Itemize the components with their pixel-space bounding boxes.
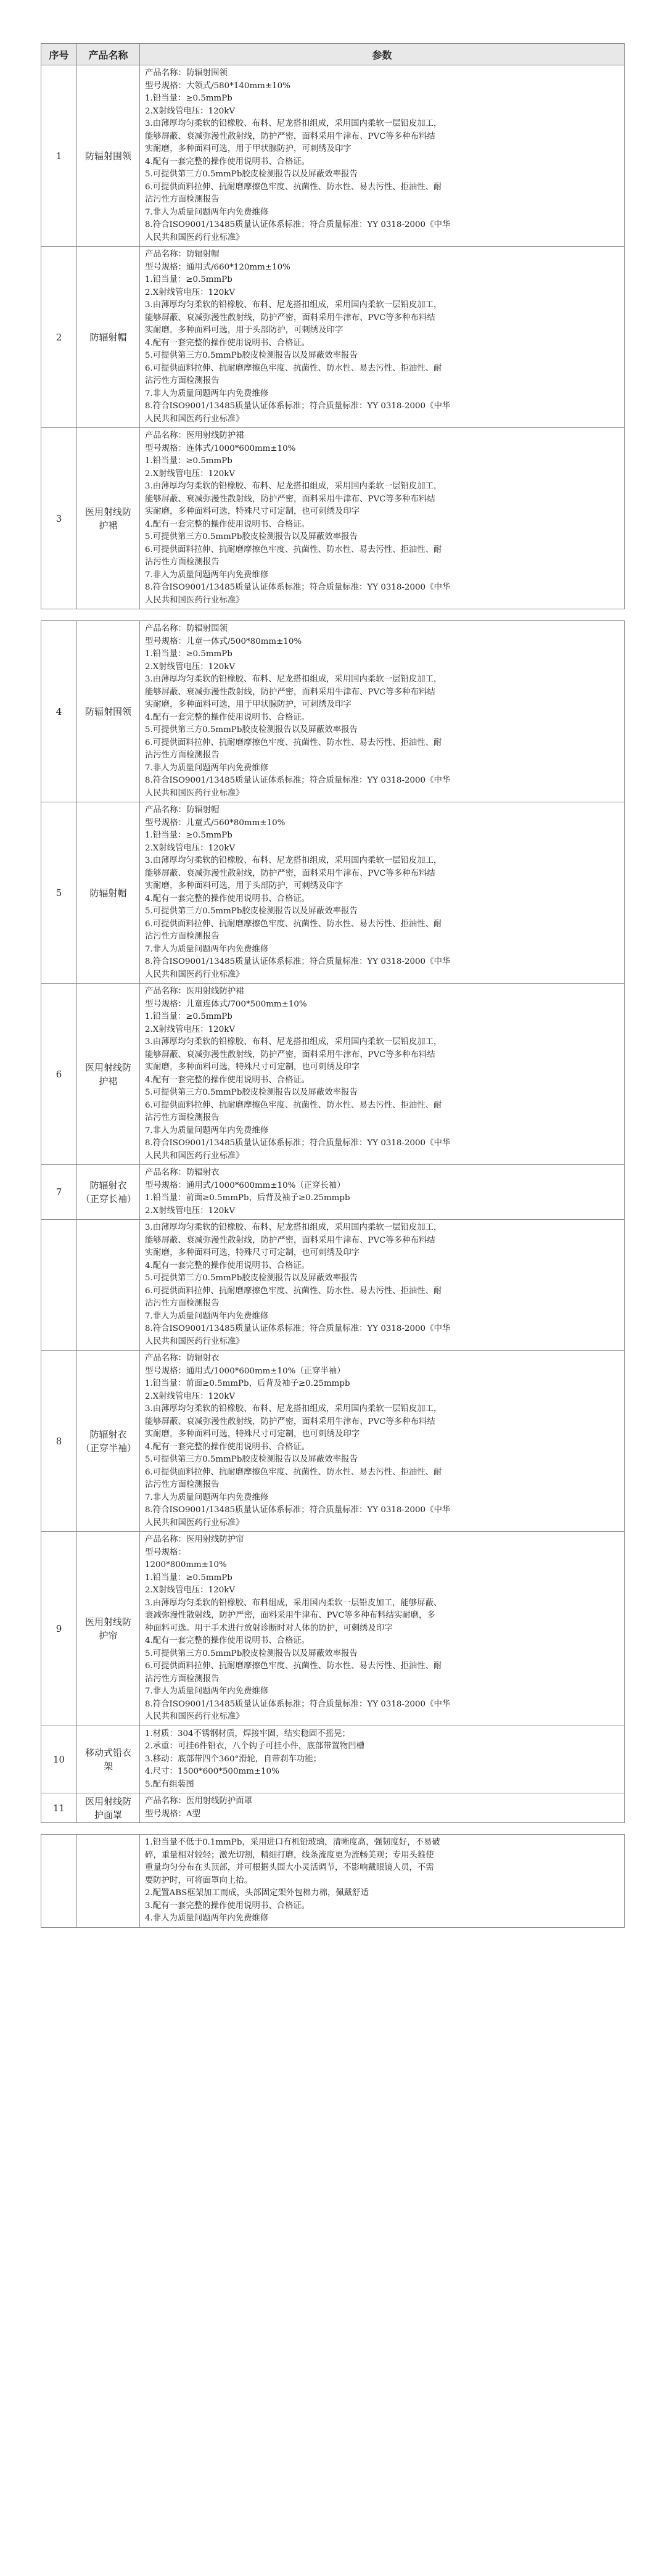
parameter-line: 7.非人为质量问题两年内免费维修: [145, 1687, 269, 1696]
row-number: 4: [41, 621, 77, 802]
parameter-line: 能够屏蔽、衰减弥漫性散射线，防护严密，面料采用牛津布、PVC等多种布料结: [145, 494, 435, 504]
section-gap-cell: [41, 609, 625, 621]
parameter-line: 8.符合ISO9001/13485质量认证体系标准；符合质量标准：YY 0318-2000《中华: [145, 583, 451, 592]
parameter-line: 5.可提供第三方0.5mmPb胶皮检测报告以及屏蔽效率报告: [145, 1274, 358, 1283]
product-name: 防辐射围领: [77, 65, 140, 247]
parameter-line: 5.可提供第三方0.5mmPb胶皮检测报告以及屏蔽效率报告: [145, 1455, 358, 1464]
parameter-line: 1.铅当量：≥0.5mmPb: [145, 649, 232, 659]
parameter-line: 3.由薄厚均匀柔软的铅橡胶、布料、尼龙搭扣组成，采用国内柔软一层铅皮加工，: [145, 675, 442, 684]
parameter-line: 产品名称：医用射线防护帘: [145, 1535, 244, 1544]
parameter-line: 型号规格：通用式/1000*600mm±10%（正穿长袖）: [145, 1180, 345, 1190]
parameter-line: 1.铅当量：≥0.5mmPb: [145, 1573, 232, 1582]
parameter-cell: [140, 1835, 625, 1928]
parameter-line: 8.符合ISO9001/13485质量认证体系标准；符合质量标准：YY 0318-2000《中华: [145, 776, 451, 785]
row-number: 1: [41, 65, 77, 247]
parameter-line: 7.非人为质量问题两年内免费维修: [145, 1311, 269, 1321]
table-row: [41, 1726, 625, 1793]
parameter-line: 种面料可选。用于手术进行放射诊断时对人体的防护，可刺绣及印字: [145, 1623, 393, 1633]
parameter-line: 3.由薄厚均匀柔软的铅橡胶、布料组成，采用国内柔软一层铅皮加工，能够屏蔽、: [145, 1598, 442, 1608]
parameter-line: 4.配有一套完整的操作使用说明书、合格证。: [145, 1442, 310, 1452]
parameter-line: 8.符合ISO9001/13485质量认证体系标准；符合质量标准：YY 0318-2000《中华: [145, 957, 451, 966]
parameter-line: 8.符合ISO9001/13485质量认证体系标准；符合质量标准：YY 0318-2000《中华: [145, 401, 451, 411]
parameter-line: 型号规格：儿童连体式/700*500mm±10%: [145, 999, 307, 1009]
parameter-line: 型号规格：儿童一体式/500*80mm±10%: [145, 636, 302, 646]
parameter-line: 2.X射线管电压：120kV: [145, 662, 235, 672]
row-number: 10: [41, 1726, 77, 1793]
parameter-line: 型号规格：儿童式/560*80mm±10%: [145, 818, 286, 828]
parameter-line: 能够屏蔽、衰减弥漫性散射线，防护严密，面料采用牛津布、PVC等多种布料结: [145, 687, 435, 697]
parameter-line: 实耐磨，多种面料可选，用于甲状腺防护，可刺绣及印字: [145, 144, 352, 154]
row-number: 8: [41, 1351, 77, 1532]
parameter-line: 2.配置ABS框架加工而成，头部固定架外包棉力棉，佩戴舒适: [145, 1888, 369, 1898]
parameter-line: 4.配有一套完整的操作使用说明书、合格证。: [145, 712, 310, 722]
parameter-line: 6.可提供面料拉伸、抗耐磨摩擦色牢度、抗菌性、防水性、易去污性、拒油性、耐: [145, 919, 442, 929]
parameter-cell: [140, 984, 625, 1165]
parameter-line: 能够屏蔽、衰减弥漫性散射线，防护严密，面料采用牛津布、PVC等多种布料结: [145, 131, 435, 141]
parameter-line: 衰减弥漫性散射线，防护严密，面料采用牛津布、PVC等多种布料结实耐磨，多: [145, 1611, 435, 1620]
parameter-line: 2.X射线管电压：120kV: [145, 843, 235, 853]
product-name: 防辐射衣（正穿长袖）: [77, 1165, 140, 1220]
section-gap-cell: [41, 1823, 625, 1835]
table-row: [41, 1532, 625, 1726]
table-row: [41, 621, 625, 802]
table-row: [41, 802, 625, 984]
parameter-line: 4.配有一套完整的操作使用说明书、合格证。: [145, 1261, 310, 1270]
table-row: [41, 65, 625, 247]
parameter-line: 沾污性方面检测报告: [145, 1674, 220, 1684]
parameter-line: 4.配有一套完整的操作使用说明书、合格证。: [145, 1075, 310, 1085]
parameter-line: 产品名称：防辐射衣: [145, 1168, 220, 1177]
parameter-line: 能够屏蔽、衰减弥漫性散射线，防护严密，面料采用牛津布、PVC等多种布料结: [145, 1050, 435, 1060]
table-row: [41, 1835, 625, 1928]
parameter-line: 6.可提供面料拉伸、抗耐磨摩擦色牢度、抗菌性、防水性、易去污性、拒油性、耐: [145, 1661, 442, 1671]
parameter-line: 2.X射线管电压：120kV: [145, 1586, 235, 1595]
parameter-line: 1.铅当量：≥0.5mmPb: [145, 94, 232, 103]
parameter-line: 4.配有一套完整的操作使用说明书、合格证。: [145, 338, 310, 348]
section-gap: [41, 1823, 625, 1835]
parameter-line: 3.由薄厚均匀柔软的铅橡胶、布料、尼龙搭扣组成，采用国内柔软一层铅皮加工，: [145, 300, 442, 310]
parameter-line: 4.尺寸：1500*600*500mm±10%: [145, 1767, 279, 1776]
row-number: 2: [41, 247, 77, 428]
parameter-line: 沾污性方面检测报告: [145, 1480, 220, 1489]
table-row: [41, 428, 625, 609]
parameter-line: 7.非人为质量问题两年内免费维修: [145, 570, 269, 580]
parameter-line: 2.X射线管电压：120kV: [145, 287, 235, 297]
parameter-line: 人民共和国医药行业标准》: [145, 1712, 244, 1721]
parameter-line: 2.X射线管电压：120kV: [145, 106, 235, 116]
parameter-line: 3.由薄厚均匀柔软的铅橡胶、布料、尼龙搭扣组成，采用国内柔软一层铅皮加工，: [145, 482, 442, 491]
parameter-line: 实耐磨，多种面料可选，用于甲状腺防护，可刺绣及印字: [145, 700, 352, 709]
parameter-line: 型号规格：A型: [145, 1809, 201, 1819]
parameter-cell: [140, 247, 625, 428]
row-number: 11: [41, 1793, 77, 1823]
parameter-line: 1.铅当量：≥0.5mmPb: [145, 1012, 232, 1021]
product-name: [77, 1220, 140, 1351]
parameter-cell: [140, 802, 625, 984]
parameter-line: 产品名称：医用射线防护面罩: [145, 1796, 253, 1806]
parameter-line: 人民共和国医药行业标准》: [145, 232, 244, 242]
parameter-line: 3.由薄厚均匀柔软的铅橡胶、布料、尼龙搭扣组成，采用国内柔软一层铅皮加工，: [145, 1223, 442, 1232]
table-row: [41, 1351, 625, 1532]
parameter-line: 人民共和国医药行业标准》: [145, 414, 244, 424]
parameter-line: 要防护时，可将面罩向上抬。: [145, 1875, 253, 1885]
parameter-line: 5.可提供第三方0.5mmPb胶皮检测报告以及屏蔽效率报告: [145, 351, 358, 360]
parameter-cell: [140, 1532, 625, 1726]
parameter-line: 型号规格：连体式/1000*600mm±10%: [145, 443, 296, 453]
parameter-line: 8.符合ISO9001/13485质量认证体系标准；符合质量标准：YY 0318-2000《中华: [145, 1324, 451, 1333]
parameter-line: 沾污性方面检测报告: [145, 558, 220, 567]
parameter-line: 7.非人为质量问题两年内免费维修: [145, 207, 269, 217]
parameter-cell: [140, 1726, 625, 1793]
parameter-line: 型号规格：通用式/660*120mm±10%: [145, 262, 290, 272]
parameter-line: 1.铅当量：≥0.5mmPb: [145, 275, 232, 284]
parameter-line: 能够屏蔽、衰减弥漫性散射线，防护严密，面料采用牛津布、PVC等多种布料结: [145, 313, 435, 323]
parameter-line: 沾污性方面检测报告: [145, 751, 220, 760]
parameter-line: 5.可提供第三方0.5mmPb胶皮检测报告以及屏蔽效率报告: [145, 725, 358, 735]
parameter-line: 6.可提供面料拉伸、抗耐磨摩擦色牢度、抗菌性、防水性、易去污性、拒油性、耐: [145, 1100, 442, 1110]
parameter-line: 人民共和国医药行业标准》: [145, 1151, 244, 1161]
parameter-line: 7.非人为质量问题两年内免费维修: [145, 389, 269, 398]
table-row: [41, 247, 625, 428]
parameter-line: 人民共和国医药行业标准》: [145, 1518, 244, 1528]
parameter-line: 人民共和国医药行业标准》: [145, 595, 244, 605]
parameter-line: 8.符合ISO9001/13485质量认证体系标准；符合质量标准：YY 0318-2000《中华: [145, 1505, 451, 1515]
product-name: [77, 1835, 140, 1928]
parameter-cell: [140, 1165, 625, 1220]
parameter-line: 人民共和国医药行业标准》: [145, 969, 244, 979]
parameter-line: 4.配有一套完整的操作使用说明书、合格证。: [145, 1636, 310, 1645]
parameter-line: 2.X射线管电压：120kV: [145, 1206, 235, 1216]
spec-sheet: [41, 43, 624, 1928]
product-name: 医用射线防护裙: [77, 428, 140, 609]
parameter-line: 能够屏蔽、衰减弥漫性散射线，防护严密，面料采用牛津布、PVC等多种布料结: [145, 1417, 435, 1426]
parameter-line: 6.可提供面料拉伸、抗耐磨摩擦色牢度、抗菌性、防水性、易去污性、拒油性、耐: [145, 545, 442, 554]
parameter-line: 5.可提供第三方0.5mmPb胶皮检测报告以及屏蔽效率报告: [145, 1088, 358, 1097]
parameter-line: 沾污性方面检测报告: [145, 376, 220, 385]
parameter-line: 产品名称：防辐射帽: [145, 805, 220, 815]
parameter-line: 实耐磨，多种面料可选，特殊尺寸可定制，也可刺绣及印字: [145, 507, 360, 516]
parameter-cell: [140, 1220, 625, 1351]
parameter-line: 重量均匀分布在头顶部，并可根据头围大小灵活调节，不影响戴眼镜人员，不需: [145, 1863, 434, 1872]
parameter-line: 6.可提供面料拉伸、抗耐磨摩擦色牢度、抗菌性、防水性、易去污性、拒油性、耐: [145, 1467, 442, 1477]
product-name: 防辐射衣（正穿半袖）: [77, 1351, 140, 1532]
table-row: [41, 984, 625, 1165]
row-number: [41, 1835, 77, 1928]
parameter-cell: [140, 428, 625, 609]
row-number: [41, 1220, 77, 1351]
parameter-line: 人民共和国医药行业标准》: [145, 1336, 244, 1346]
product-name: 医用射线防护帘: [77, 1532, 140, 1726]
parameter-line: 2.X射线管电压：120kV: [145, 1024, 235, 1034]
parameter-line: 能够屏蔽、衰减弥漫性散射线，防护严密，面料采用牛津布、PVC等多种布料结: [145, 868, 435, 878]
parameter-line: 碎，重量相对较轻；激光切割，精细打磨，线条流度更为流畅美观；专用头箍使: [145, 1850, 434, 1860]
table-row: [41, 1793, 625, 1823]
table-row: [41, 1165, 625, 1220]
section-gap: [41, 609, 625, 621]
parameter-line: 1.铅当量：前面≥0.5mmPb，后背及袖子≥0.25mmpb: [145, 1193, 350, 1203]
parameter-line: 3.由薄厚均匀柔软的铅橡胶、布料、尼龙搭扣组成，采用国内柔软一层铅皮加工，: [145, 1404, 442, 1414]
parameter-line: 5.可提供第三方0.5mmPb胶皮检测报告以及屏蔽效率报告: [145, 170, 358, 179]
parameter-line: 6.可提供面料拉伸、抗耐磨摩擦色牢度、抗菌性、防水性、易去污性、拒油性、耐: [145, 738, 442, 747]
parameter-line: 7.非人为质量问题两年内免费维修: [145, 1492, 269, 1502]
parameter-cell: [140, 1351, 625, 1532]
parameter-line: 4.配有一套完整的操作使用说明书、合格证。: [145, 894, 310, 903]
parameter-line: 实耐磨，多种面料可选，特殊尺寸可定制，也可刺绣及印字: [145, 1430, 360, 1439]
parameter-cell: [140, 65, 625, 247]
product-name: 防辐射围领: [77, 621, 140, 802]
parameter-line: 7.非人为质量问题两年内免费维修: [145, 1125, 269, 1135]
product-name: 医用射线防护面罩: [77, 1793, 140, 1823]
product-name: 防辐射帽: [77, 247, 140, 428]
parameter-line: 实耐磨，多种面料可选，特殊尺寸可定制，也可刺绣及印字: [145, 1063, 360, 1072]
parameter-line: 3.由薄厚均匀柔软的铅橡胶、布料、尼龙搭扣组成，采用国内柔软一层铅皮加工，: [145, 856, 442, 865]
row-number: 7: [41, 1165, 77, 1220]
parameter-line: 1.铅当量：≥0.5mmPb: [145, 831, 232, 840]
row-number: 6: [41, 984, 77, 1165]
parameter-line: 5.配有组装图: [145, 1779, 194, 1789]
header-row: [41, 44, 625, 65]
parameter-line: 1.铅当量：≥0.5mmPb: [145, 456, 232, 466]
parameter-line: 人民共和国医药行业标准》: [145, 788, 244, 798]
parameter-line: 1.铅当量：前面≥0.5mmPb，后背及袖子≥0.25mmpb: [145, 1379, 350, 1388]
parameter-line: 2.承重：可挂6件铅衣，八个钩子可挂小件，底部带置物凹槽: [145, 1742, 365, 1751]
parameter-line: 产品名称：防辐射围领: [145, 624, 228, 633]
parameter-line: 8.符合ISO9001/13485质量认证体系标准；符合质量标准：YY 0318-2000《中华: [145, 1699, 451, 1709]
parameter-line: 4.配有一套完整的操作使用说明书、合格证。: [145, 157, 310, 167]
parameter-line: 1.材质：304不锈钢材质，焊接牢固，结实稳固不摇晃；: [145, 1729, 350, 1739]
parameter-line: 5.可提供第三方0.5mmPb胶皮检测报告以及屏蔽效率报告: [145, 1648, 358, 1658]
parameter-line: 6.可提供面料拉伸、抗耐磨摩擦色牢度、抗菌性、防水性、易去污性、拒油性、耐: [145, 1286, 442, 1296]
parameter-cell: [140, 1793, 625, 1823]
parameter-line: 3.由薄厚均匀柔软的铅橡胶、布料、尼龙搭扣组成，采用国内柔软一层铅皮加工，: [145, 119, 442, 128]
row-number: 3: [41, 428, 77, 609]
parameter-line: 7.非人为质量问题两年内免费维修: [145, 763, 269, 773]
product-name: 防辐射帽: [77, 802, 140, 984]
parameter-line: 实耐磨，多种面料可选，用于头部防护，可刺绣及印字: [145, 326, 343, 335]
parameter-line: 3.配有一套完整的操作使用说明书、合格证。: [145, 1901, 310, 1911]
parameter-table: [41, 43, 625, 1928]
parameter-line: 产品名称：防辐射帽: [145, 250, 220, 259]
parameter-line: 产品名称：医用射线防护裙: [145, 431, 244, 440]
parameter-line: 型号规格：通用式/1000*600mm±10%（正穿半袖）: [145, 1366, 345, 1376]
parameter-line: 5.可提供第三方0.5mmPb胶皮检测报告以及屏蔽效率报告: [145, 907, 358, 916]
parameter-line: 4.非人为质量问题两年内免费维修: [145, 1914, 269, 1923]
product-name: 移动式铅衣架: [77, 1726, 140, 1793]
parameter-line: 3.移动：底部带四个360°滑轮，自带刹车功能；: [145, 1754, 322, 1764]
parameter-line: 3.由薄厚均匀柔软的铅橡胶、布料、尼龙搭扣组成，采用国内柔软一层铅皮加工，: [145, 1037, 442, 1047]
parameter-line: 能够屏蔽、衰减弥漫性散射线，防护严密，面料采用牛津布、PVC等多种布料结: [145, 1235, 435, 1245]
parameter-line: 产品名称：医用射线防护裙: [145, 987, 244, 996]
parameter-line: 沾污性方面检测报告: [145, 932, 220, 941]
parameter-line: 实耐磨，多种面料可选，特殊尺寸可定制，也可刺绣及印字: [145, 1248, 360, 1257]
parameter-line: 8.符合ISO9001/13485质量认证体系标准；符合质量标准：YY 0318-2000《中华: [145, 1138, 451, 1148]
parameter-line: 1200*800mm±10%: [145, 1560, 227, 1570]
parameter-line: 7.非人为质量问题两年内免费维修: [145, 944, 269, 954]
parameter-line: 产品名称：防辐射围领: [145, 68, 228, 78]
header-no: 序号: [41, 44, 77, 65]
parameter-line: 4.配有一套完整的操作使用说明书、合格证。: [145, 519, 310, 529]
parameter-line: 沾污性方面检测报告: [145, 1299, 220, 1308]
parameter-line: 1.铅当量不低于0.1mmPb，采用进口有机铅玻璃，清晰度高，强韧度好，不易破: [145, 1838, 440, 1847]
parameter-cell: [140, 621, 625, 802]
parameter-line: 产品名称：防辐射衣: [145, 1354, 220, 1363]
header-product-name: 产品名称: [77, 44, 140, 65]
parameter-line: 6.可提供面料拉伸、抗耐磨摩擦色牢度、抗菌性、防水性、易去污性、拒油性、耐: [145, 182, 442, 192]
parameter-line: 型号规格：: [145, 1547, 186, 1557]
parameter-line: 5.可提供第三方0.5mmPb胶皮检测报告以及屏蔽效率报告: [145, 532, 358, 541]
row-number: 5: [41, 802, 77, 984]
parameter-line: 沾污性方面检测报告: [145, 1113, 220, 1122]
header-parameters: 参数: [140, 44, 625, 65]
table-row: [41, 1220, 625, 1351]
parameter-line: 型号规格：大领式/580*140mm±10%: [145, 81, 290, 91]
parameter-line: 沾污性方面检测报告: [145, 195, 220, 204]
parameter-line: 8.符合ISO9001/13485质量认证体系标准；符合质量标准：YY 0318-2000《中华: [145, 220, 451, 229]
parameter-line: 实耐磨，多种面料可选，用于头部防护，可刺绣及印字: [145, 881, 343, 891]
row-number: 9: [41, 1532, 77, 1726]
parameter-line: 6.可提供面料拉伸、抗耐磨摩擦色牢度、抗菌性、防水性、易去污性、拒油性、耐: [145, 363, 442, 373]
product-name: 医用射线防护裙: [77, 984, 140, 1165]
parameter-line: 2.X射线管电压：120kV: [145, 1391, 235, 1401]
parameter-line: 2.X射线管电压：120kV: [145, 469, 235, 479]
